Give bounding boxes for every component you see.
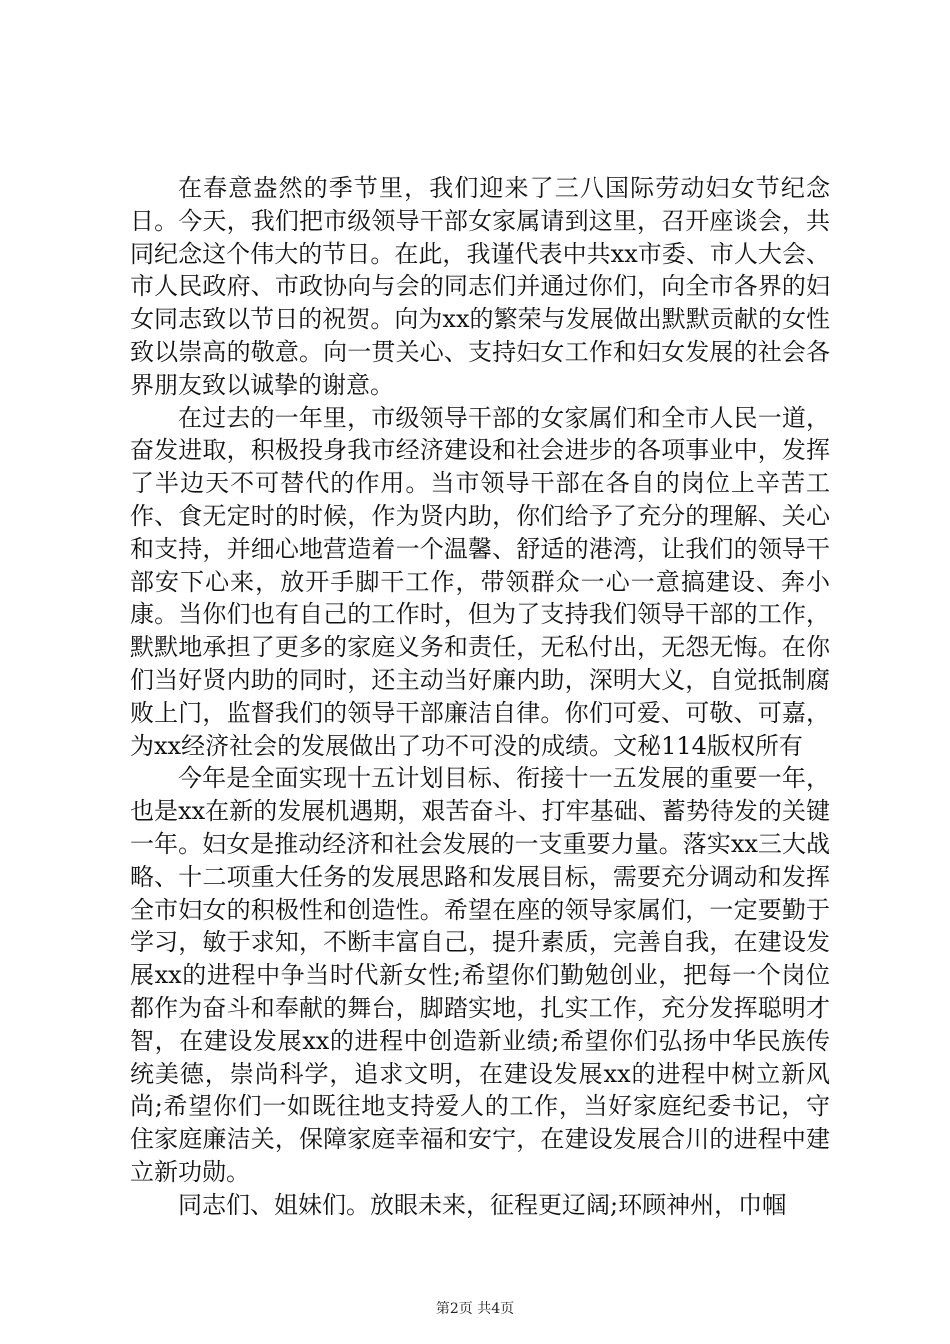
page-number-label: 第2页 共4页 [435,1301,515,1317]
paragraph-2: 在过去的一年里，市级领导干部的女家属们和全市人民一道，奋发进取，积极投身我市经济建设和社会进步的各项事业中，发挥了半边天不可替代的作用。当市领导干部在各自的岗位上辛苦工作、食无定时的时候，作为贤内助，你们给予了充分的理解、关心和支持，并细心地营造着一个温馨、舒适的港湾，让我们的领导干部安下心来，放开手脚干工作，带领群众一心一意搞建设、奔小康。当你们也有自己的工作时，但为了支持我们领导干部的工作，默默地承担了更多的家庭义务和责任，无私付出，无怨无悔。在你们当好贤内助的同时，还主动当好廉内助，深明大义，自觉抵制腐败上门，监督我们的领导干部廉洁自律。你们可爱、可敬、可嘉，为xx经济社会的发展做出了功不可没的成绩。文秘114版权所有 [130,403,830,760]
paragraph-1: 在春意盎然的季节里，我们迎来了三八国际劳动妇女节纪念日。今天，我们把市级领导干部女家属请到这里，召开座谈会，共同纪念这个伟大的节日。在此，我谨代表中共xx市委、市人大会、市人民政府、市政协向与会的同志们并通过你们，向全市各界的妇女同志致以节日的祝贺。向为xx的繁荣与发展做出默默贡献的女性致以崇高的敬意。向一贯关心、支持妇女工作和妇女发展的社会各界朋友致以诚挚的谢意。 [130,174,830,399]
document-body [130,172,830,1222]
paragraph-3: 今年是全面实现十五计划目标、衔接十一五发展的重要一年，也是xx在新的发展机遇期，艰苦奋斗、打牢基础、蓄势待发的关键一年。妇女是推动经济和社会发展的一支重要力量。落实xx三大战略、十二项重大任务的发展思路和发展目标，需要充分调动和发挥全市妇女的积极性和创造性。希望在座的领导家属们，一定要勤于学习，敏于求知，不断丰富自己，提升素质，完善自我，在建设发展xx的进程中争当时代新女性;希望你们勤勉创业，把每一个岗位都作为奋斗和奉献的舞台，脚踏实地，扎实工作，充分发挥聪明才智，在建设发展xx的进程中创造新业绩;希望你们弘扬中华民族传统美德，崇尚科学，追求文明，在建设发展xx的进程中树立新风尚;希望你们一如既往地支持爱人的工作，当好家庭纪委书记，守住家庭廉洁关，保障家庭幸福和安宁，在建设发展合川的进程中建立新功勋。 [130,764,830,1186]
paragraph-4: 同志们、姐妹们。放眼未来，征程更辽阔;环顾神州，巾帼 [178,1190,787,1219]
page-footer [0,1300,950,1318]
